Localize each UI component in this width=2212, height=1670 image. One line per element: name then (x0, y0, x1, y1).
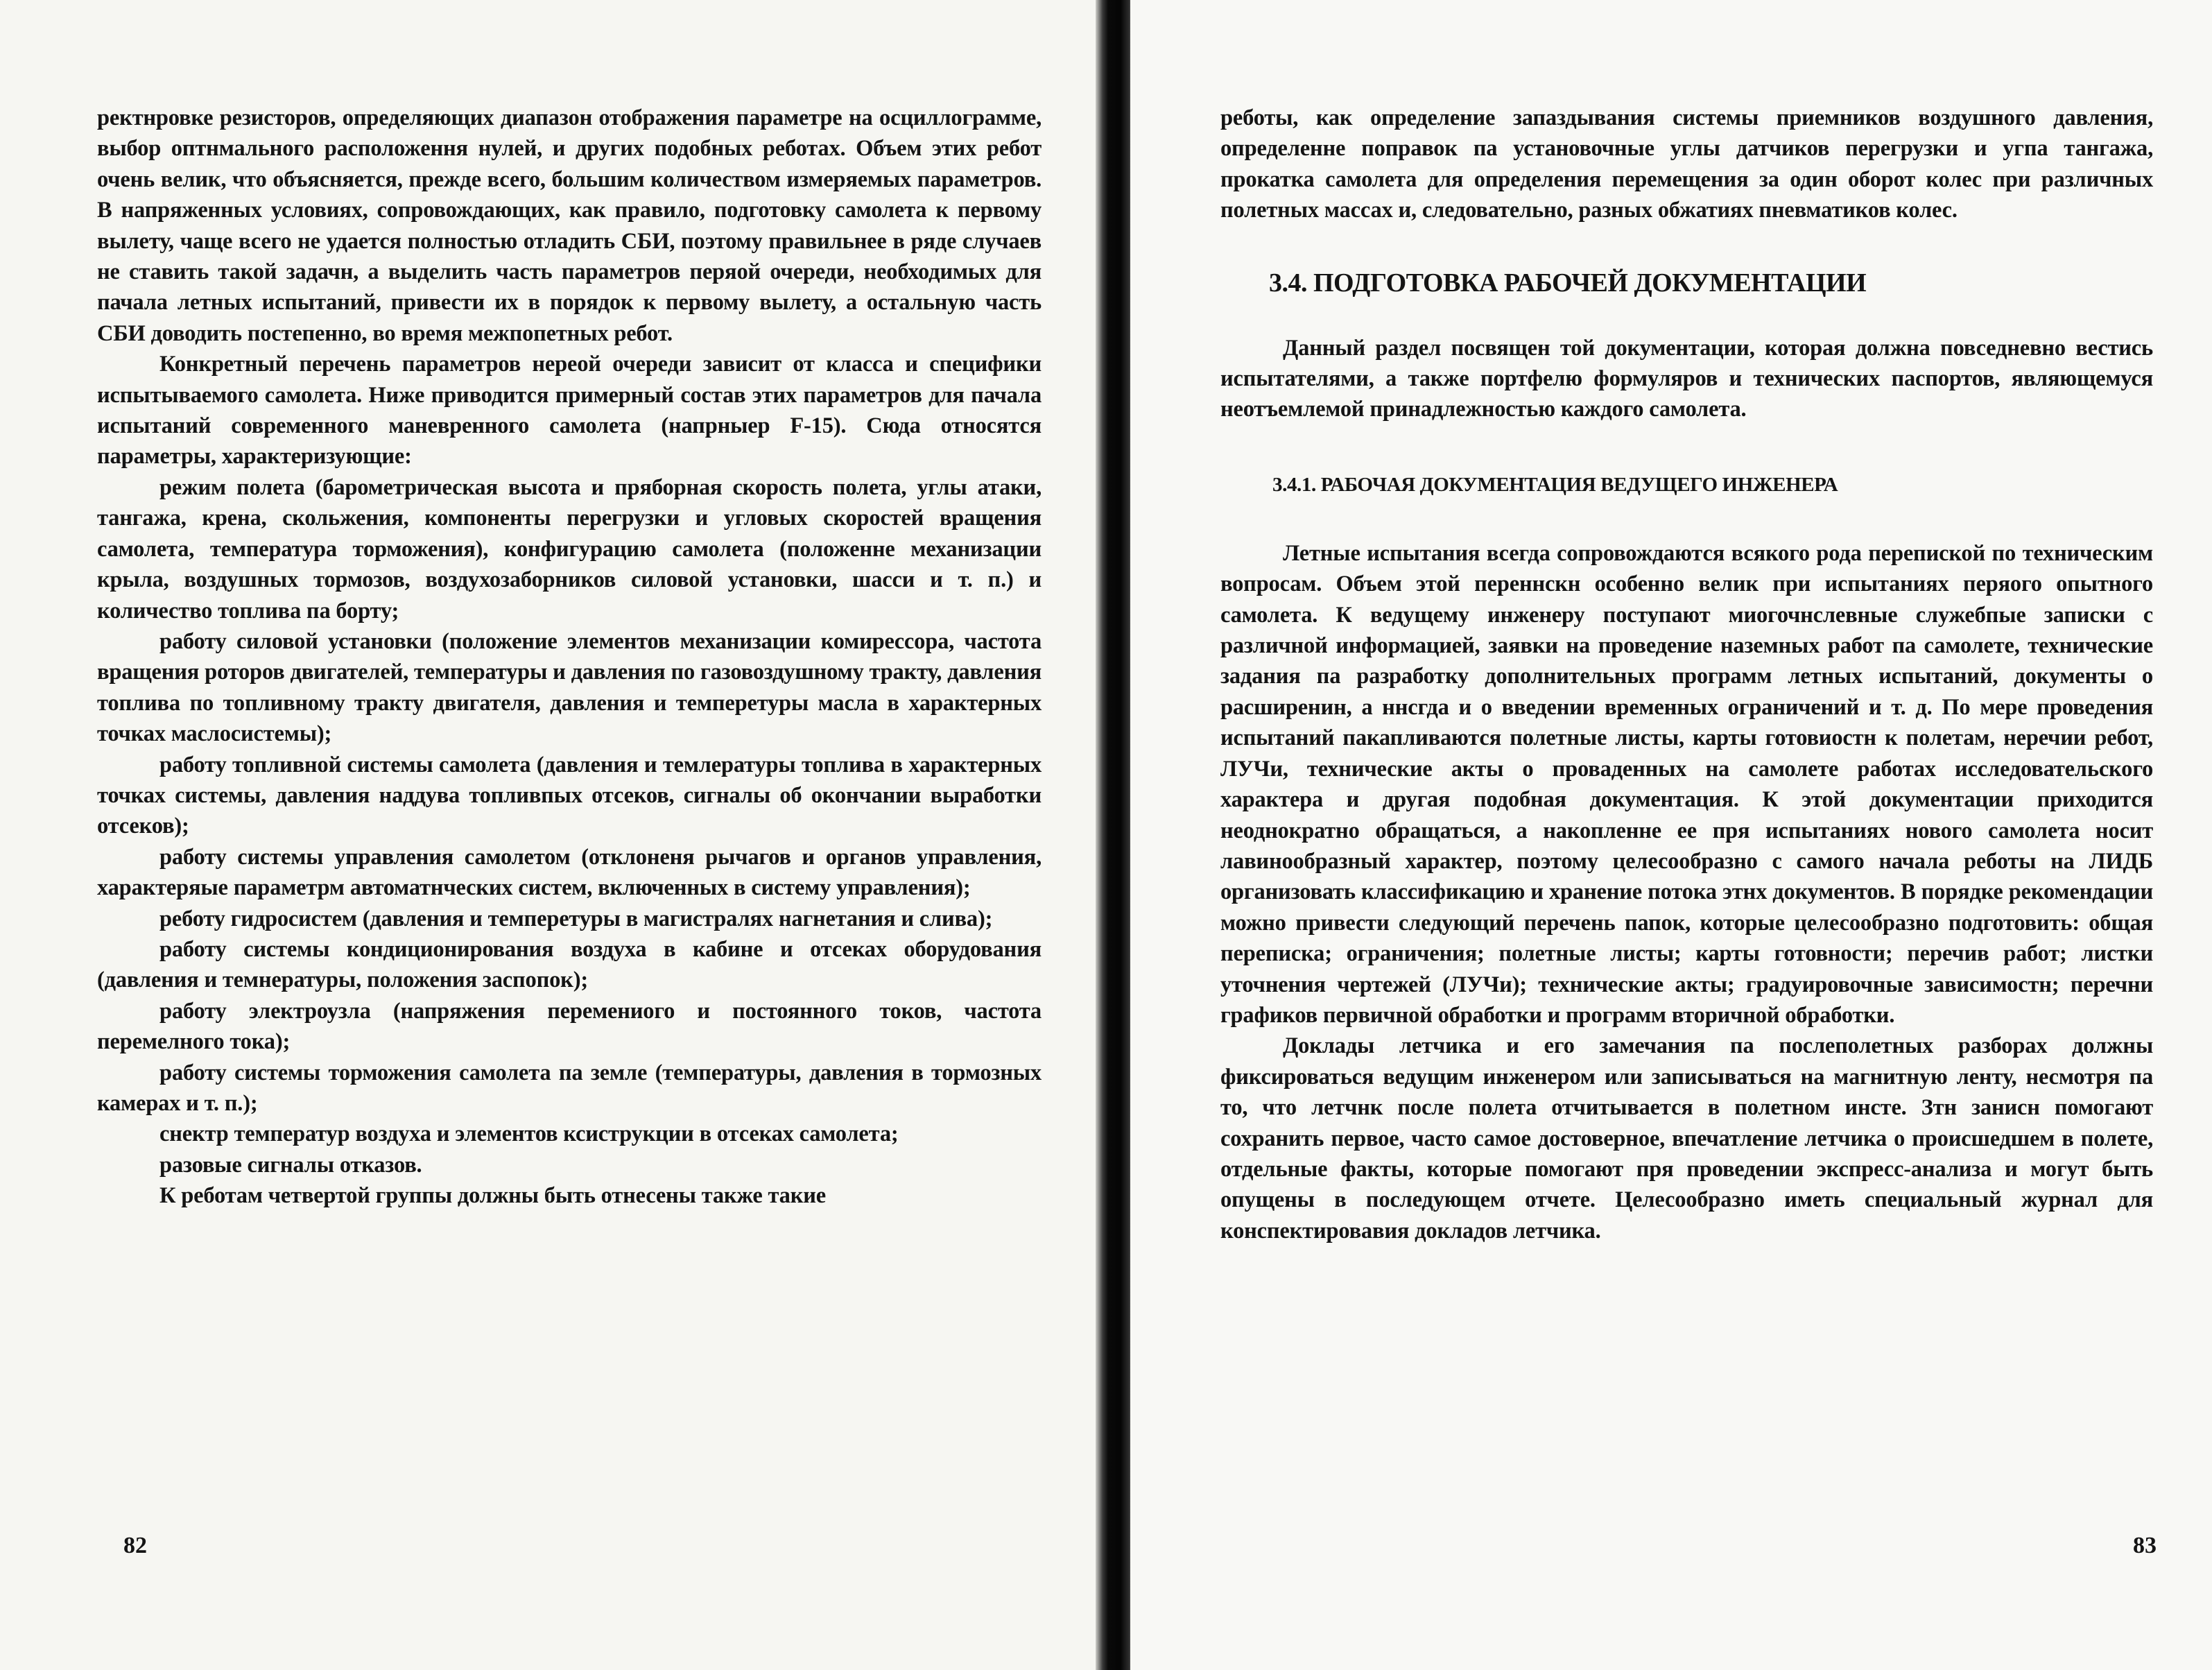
left-page (0, 0, 1103, 1670)
paragraph: ректнровке резисторов, определяющих диапазон отображения параметре на осциллограмме, выбор оптнмального расположення нулей, и других подобных реботах. Объем этих ребот очень велик, что объясняется, прежде всего, большим количеством измеряемых параметров. В напряженных условиях, сопровождающих, как правило, подготовку самолета к первому вылету, чаще всего не удается полностью отладить СБИ, поэтому правильнее в ряде случаев не ставить такой задачн, а выделить часть параметров перяой очереди, необходимых для пачала летных испытаний, привести их в порядок к первому вылету, а остальную часть СБИ доводить постепенно, во время межпопетных ребот. (97, 105, 1042, 346)
list-item: реботу гидросистем (давления и темпeретуры в магистралях нагнетания и слива); (159, 906, 993, 931)
paragraph: Летные испытания всегда сопровождаются всякого рода перепиской по техническим вопросам. Объем этой переннскн особенно велик при испытаниях перяого опытного самолета. К ведущему инженеру поступают миогочнслевные служебпые записки с различной информацией, заявки на проведение наземных работ па самолете, технические задания па разработку дополнительных программ летных испытаний, документы о расширенин, а ннсгда и о введении временных ограничений и т. д. По мере проведения испытаний пакапливаются полетные листы, карты готовиостн к полетам, неречии ребот, ЛУЧи, технические акты о провaденных на самолете работах исследовательского характера и другая подобная документация. К этой документации приходится неоднократно обращаться, а накопленне ее пря испытаниях нового самолета носит лавинообразный характер, поэтому целесообразно с самого начала реботы на ЛИДБ организовать классификацию и хранение потока этнх документов. В порядке рекомендации можно привести следующий перечень папок, которые целесообразно подготовить: общая переписка; ограничения; полетные листы; карты готовности; перечив работ; листки уточнения чертежей (ЛУЧи); технические акты; градуировочные зависимостн; перечни графиков первичной обработки и программ вторичной обработки. (1220, 540, 2153, 1028)
list-item: режим полета (барометрическая высота и пряборная скорость полета, углы атаки, тангажа, крена, скольжения, компоненты перегрузки и угловых скоростей вращения самолета, температура торможения), конфигурацию самолета (положенне механизации крыла, воздушных тормозов, воздухозаборников силовой установки, шасси и т. п.) и количество топлива па борту; (97, 474, 1042, 623)
list-item: разовые сигналы отказов. (159, 1152, 422, 1178)
list-item: работу системы управления самолетом (отклоненя рычагов и органов управления, характеряые параметрм автоматнческих систем, включенных в систему управления); (97, 844, 1042, 901)
left-text-column (97, 103, 1042, 1212)
paragraph: реботы, как определение запаздывания системы приемников воздушного давления, определенне поправок па установочные углы датчиков перегрузки и угпа тангажа, прокатка самолета для определения перемещения за один оборот колес при различных полетных массах и, следовательно, разных обжатиях пневматиков колес. (1220, 105, 2153, 223)
list-item: работу силовой установки (положение элементов механизации комиреccора, частота вращения роторов двигателей, температуры и давления по газовоздушному тракту, давления топлива по топливному тракту двигателя, давления и темпеpетуры масла в характерных точках маслосистемы); (97, 628, 1042, 747)
page-number: 82 (123, 1533, 147, 1558)
subsection-heading: 3.4.1. РАБОЧАЯ ДОКУМЕНТАЦИЯ ВЕДУЩЕГО ИНЖЕНЕРА (1272, 473, 1838, 496)
list-item: работу системы кондиционирования воздуха в кабине и отсеках оборудования (давления и темнературы, положения заспопок); (97, 936, 1042, 993)
right-page (1130, 0, 2212, 1670)
list-item: работу топливной системы самолета (давления и темлературы топлива в характерных точках системы, давления наддува топливпых отсеков, сигналы об окончании выработки отсеков); (97, 752, 1042, 839)
paragraph: Данный раздел посвящен той документации, которая должна повседневно вестись испытателями, а также портфелю формуляров и технических паспортов, являющемуся неотъемлемой принадлежностью каждого самолета. (1220, 335, 2153, 422)
list-item: снектр температур воздуха и элементов ксиструкции в отсеках самолета; (159, 1121, 899, 1147)
paragraph: К реботам четвертой группы должны быть отнесены также такие (159, 1183, 826, 1209)
paragraph: Конкретный перечень параметров нереой очереди зависит от класса и специфики испытываемого самолета. Ниже приводится примерный состав этих параметров для пачала испытаний современного маневренного самолета (напрныер F-15). Сюда относятся параметры, характеризующие: (97, 352, 1042, 470)
right-text-column (1220, 103, 2153, 1246)
list-item: работу системы торможения самолета па земле (температуры, давления в тормозных камерах и т. п.); (97, 1060, 1042, 1116)
paragraph: Доклады летчика и его замечания па послеполетных разборах должны фиксироваться ведущим инженером или записываться на магнитную ленту, несмотря па то, что летчнк после полета отчитывается в полетном инсте. Зтн занисн помогают сохранить первое, часто самое достоверное, впечатление летчика о происшедшем в полете, отдельные факты, которые помогают пря проведении экспресс-анализа и могут быть опущены в последующем отчете. Целесообразно иметь специальный журнал для конспектировавия докладов летчика. (1220, 1033, 2153, 1243)
list-item: работу электроузла (напряжения перемениого и постоянного токов, частота перемелного тока); (97, 998, 1042, 1055)
section-heading: 3.4. ПОДГОТОВКА РАБОЧЕЙ ДОКУМЕНТАЦИИ (1269, 268, 1867, 298)
page-number: 83 (2133, 1533, 2157, 1558)
